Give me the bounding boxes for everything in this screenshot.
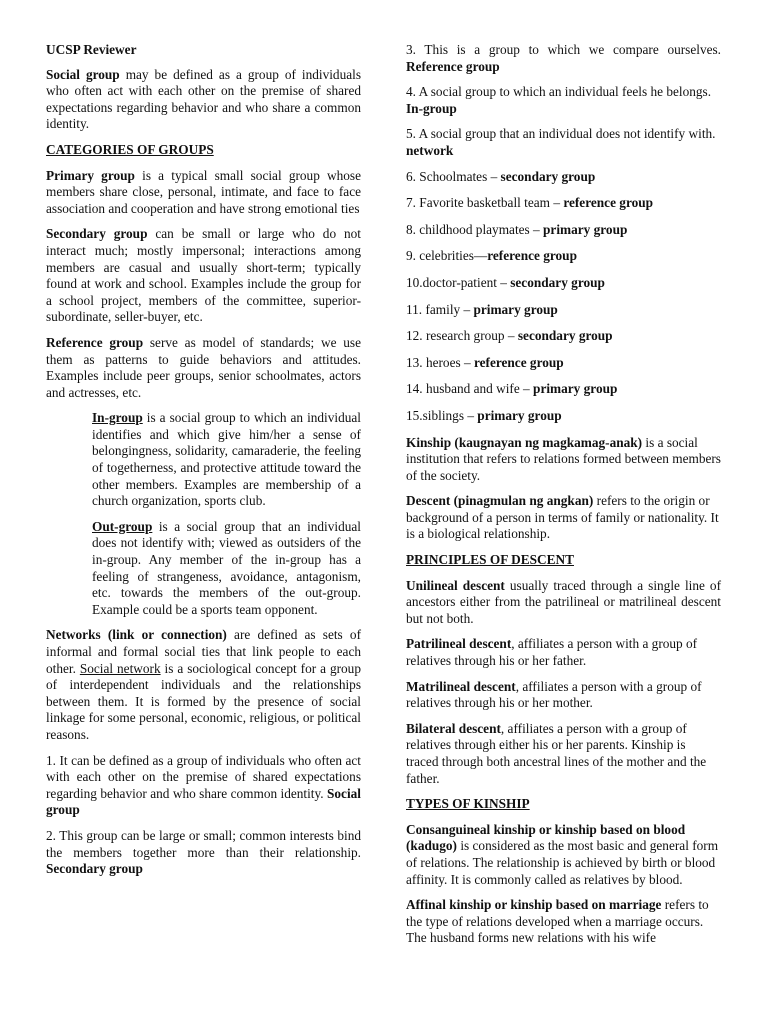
definition-text: , affiliates a person with a group of relatives through his or her mother. <box>406 678 702 711</box>
definition-text: refers to the origin or background of a person in terms of family or nationality. It is a biological relationship. <box>406 493 719 542</box>
matching-term: 14. husband and wife – <box>406 381 534 397</box>
term: Reference group <box>46 334 144 350</box>
quiz-item <box>406 126 721 159</box>
term: Consanguineal kinship or kinship based on blood (kadugo) <box>406 821 686 854</box>
question: 3. This is a group to which we compare ourselves. <box>406 42 721 57</box>
answer: Reference group <box>406 58 500 74</box>
question: 4. A social group to which an individual feels he belongs. <box>406 84 712 100</box>
categories-heading: CATEGORIES OF GROUPS <box>46 141 214 157</box>
types-heading: TYPES OF KINSHIP <box>406 796 530 812</box>
definition-text: , affiliates a person with a group of relatives through his or her father. <box>406 636 698 669</box>
definition-text: serve as model of standards; we use them as patterns to guide behaviors and attitudes. Examples include peer groups, senior schoolmates, actors and actresses, etc. <box>46 334 362 400</box>
reference-group-definition <box>46 335 361 401</box>
matching-term: 10.doctor-patient – <box>406 274 511 290</box>
quiz-item <box>406 42 721 75</box>
definition-text: can be small or large who do not interact much; mostly impersonal; interactions among members are casual and usually short-term; typically found at work and school. Examples include the group for a school project, members of the committee, superior-subordinate, seller-buyer, etc. <box>46 226 361 325</box>
answer: Social group <box>46 785 361 818</box>
matching-item <box>406 381 721 398</box>
matching-answer: secondary group <box>517 328 613 344</box>
matching-item <box>406 248 721 265</box>
matching-item <box>406 328 721 345</box>
right-column <box>406 42 721 956</box>
question: 5. A social group that an individual does not identify with. <box>406 126 716 142</box>
quiz-item <box>46 828 361 878</box>
secondary-group-definition <box>46 226 361 326</box>
definition-text: may be defined as a group of individuals who often act with each other on the premise of shared expectations regarding behavior and who share a common identity. <box>46 66 361 132</box>
matching-item <box>406 302 721 319</box>
patrilineal-definition <box>406 636 721 669</box>
definition-text: usually traced through a single line of ancestors either from the patrilineal or matrilineal descent but not both. <box>406 577 721 626</box>
definition-text: is a social institution that refers to relations formed between members of the society. <box>406 434 721 483</box>
principles-heading: PRINCIPLES OF DESCENT <box>406 552 574 568</box>
term: Affinal kinship or kinship based on marriage <box>406 897 662 913</box>
definition-text: refers to the type of relations developed when a marriage occurs. The husband forms new relations with his wife <box>406 897 709 946</box>
answer: In-group <box>406 100 457 116</box>
descent-definition <box>406 493 721 543</box>
definition-text: are defined as sets of informal and formal social ties that link people to each other. <box>46 627 361 676</box>
definition-text: is considered as the most basic and general form of relations. The relationship is achieved by birth or blood affinity. It is commonly called as relatives by blood. <box>406 838 719 887</box>
matrilineal-definition <box>406 679 721 712</box>
primary-group-definition <box>46 168 361 218</box>
matching-item <box>406 195 721 212</box>
bilateral-definition <box>406 721 721 787</box>
term-social-network: Social network <box>79 660 161 676</box>
matching-term: 7. Favorite basketball team – <box>406 195 564 211</box>
term: Kinship (kaugnayan ng magkamag-anak) <box>406 434 643 450</box>
matching-answer: primary group <box>473 301 558 317</box>
document-title: UCSP Reviewer <box>46 42 137 57</box>
matching-answer: primary group <box>533 381 618 397</box>
matching-term: 8. childhood playmates – <box>406 221 544 237</box>
left-column <box>46 42 361 887</box>
networks-definition <box>46 627 361 743</box>
matching-answer: primary group <box>477 407 562 423</box>
definition-text: , affiliates a person with a group of relatives through either his or her parents. Kinship is traced through both ancestral lines of the mother and the father. <box>406 720 707 786</box>
consanguineal-definition <box>406 822 721 888</box>
matching-term: 9. celebrities— <box>406 248 488 264</box>
matching-term: 11. family – <box>406 301 474 317</box>
term: Out-group <box>92 518 153 534</box>
definition-text: is a sociological concept for a group of interdependent individuals and the relationships between them. It is formed by the presence of social linkage for some personal, economic, religious, or political reasons. <box>46 660 361 742</box>
matching-answer: reference group <box>563 195 654 211</box>
term: Patrilineal descent <box>406 636 512 652</box>
matching-term: 15.siblings – <box>406 407 478 423</box>
answer: Secondary group <box>46 861 143 877</box>
matching-term: 6. Schoolmates – <box>406 168 501 184</box>
term: Bilateral descent <box>406 720 501 736</box>
answer: network <box>406 142 454 158</box>
question: 2. This group can be large or small; common interests bind the members together more than their relationship. <box>46 827 361 860</box>
matching-term: 13. heroes – <box>406 354 474 370</box>
quiz-item <box>46 753 361 819</box>
matching-item <box>406 355 721 372</box>
quiz-item <box>406 84 721 117</box>
matching-answer: secondary group <box>500 168 596 184</box>
matching-answer: primary group <box>543 221 628 237</box>
matching-item <box>406 222 721 239</box>
question: 1. It can be defined as a group of individuals who often act with each other on the premise of shared expectations regarding behavior and who share common identity. <box>46 752 361 801</box>
affinal-definition <box>406 897 721 947</box>
definition-text: is a typical small social group whose members share close, personal, intimate, and face to face association and cooperation and have strong emotional ties <box>46 167 361 216</box>
term: Social group <box>46 66 120 82</box>
in-group-definition <box>92 410 361 510</box>
term: Descent (pinagmulan ng angkan) <box>406 493 594 509</box>
matching-answer: reference group <box>473 354 564 370</box>
term: Unilineal descent <box>406 577 505 593</box>
term: Secondary group <box>46 226 148 242</box>
term: Networks (link or connection) <box>46 627 227 643</box>
term: In-group <box>92 410 143 426</box>
out-group-definition <box>92 519 361 619</box>
matching-item <box>406 169 721 186</box>
definition-text: is a social group to which an individual identifies and which give him/her a sense of belongingness, solidarity, camaraderie, the feeling of togetherness, and protective attitude toward the other members. Examples are membership of a church organization, sports club. <box>92 410 361 509</box>
matching-term: 12. research group – <box>406 328 518 344</box>
kinship-definition <box>406 435 721 485</box>
definition-text: is a social group that an individual does not identify with; viewed as outsiders of the in-group. Any member of the in-group has a feeling of strangeness, avoidance, antagonism, etc. towards the members of the out-group. Example could be a sports team opponent. <box>92 518 361 617</box>
unilineal-definition <box>406 578 721 628</box>
matching-item <box>406 275 721 292</box>
matching-answer: secondary group <box>510 274 605 290</box>
matching-answer: reference group <box>487 248 577 264</box>
term: Matrilineal descent <box>406 678 516 694</box>
term: Primary group <box>46 167 135 183</box>
matching-item <box>406 408 721 425</box>
social-group-definition <box>46 67 361 133</box>
